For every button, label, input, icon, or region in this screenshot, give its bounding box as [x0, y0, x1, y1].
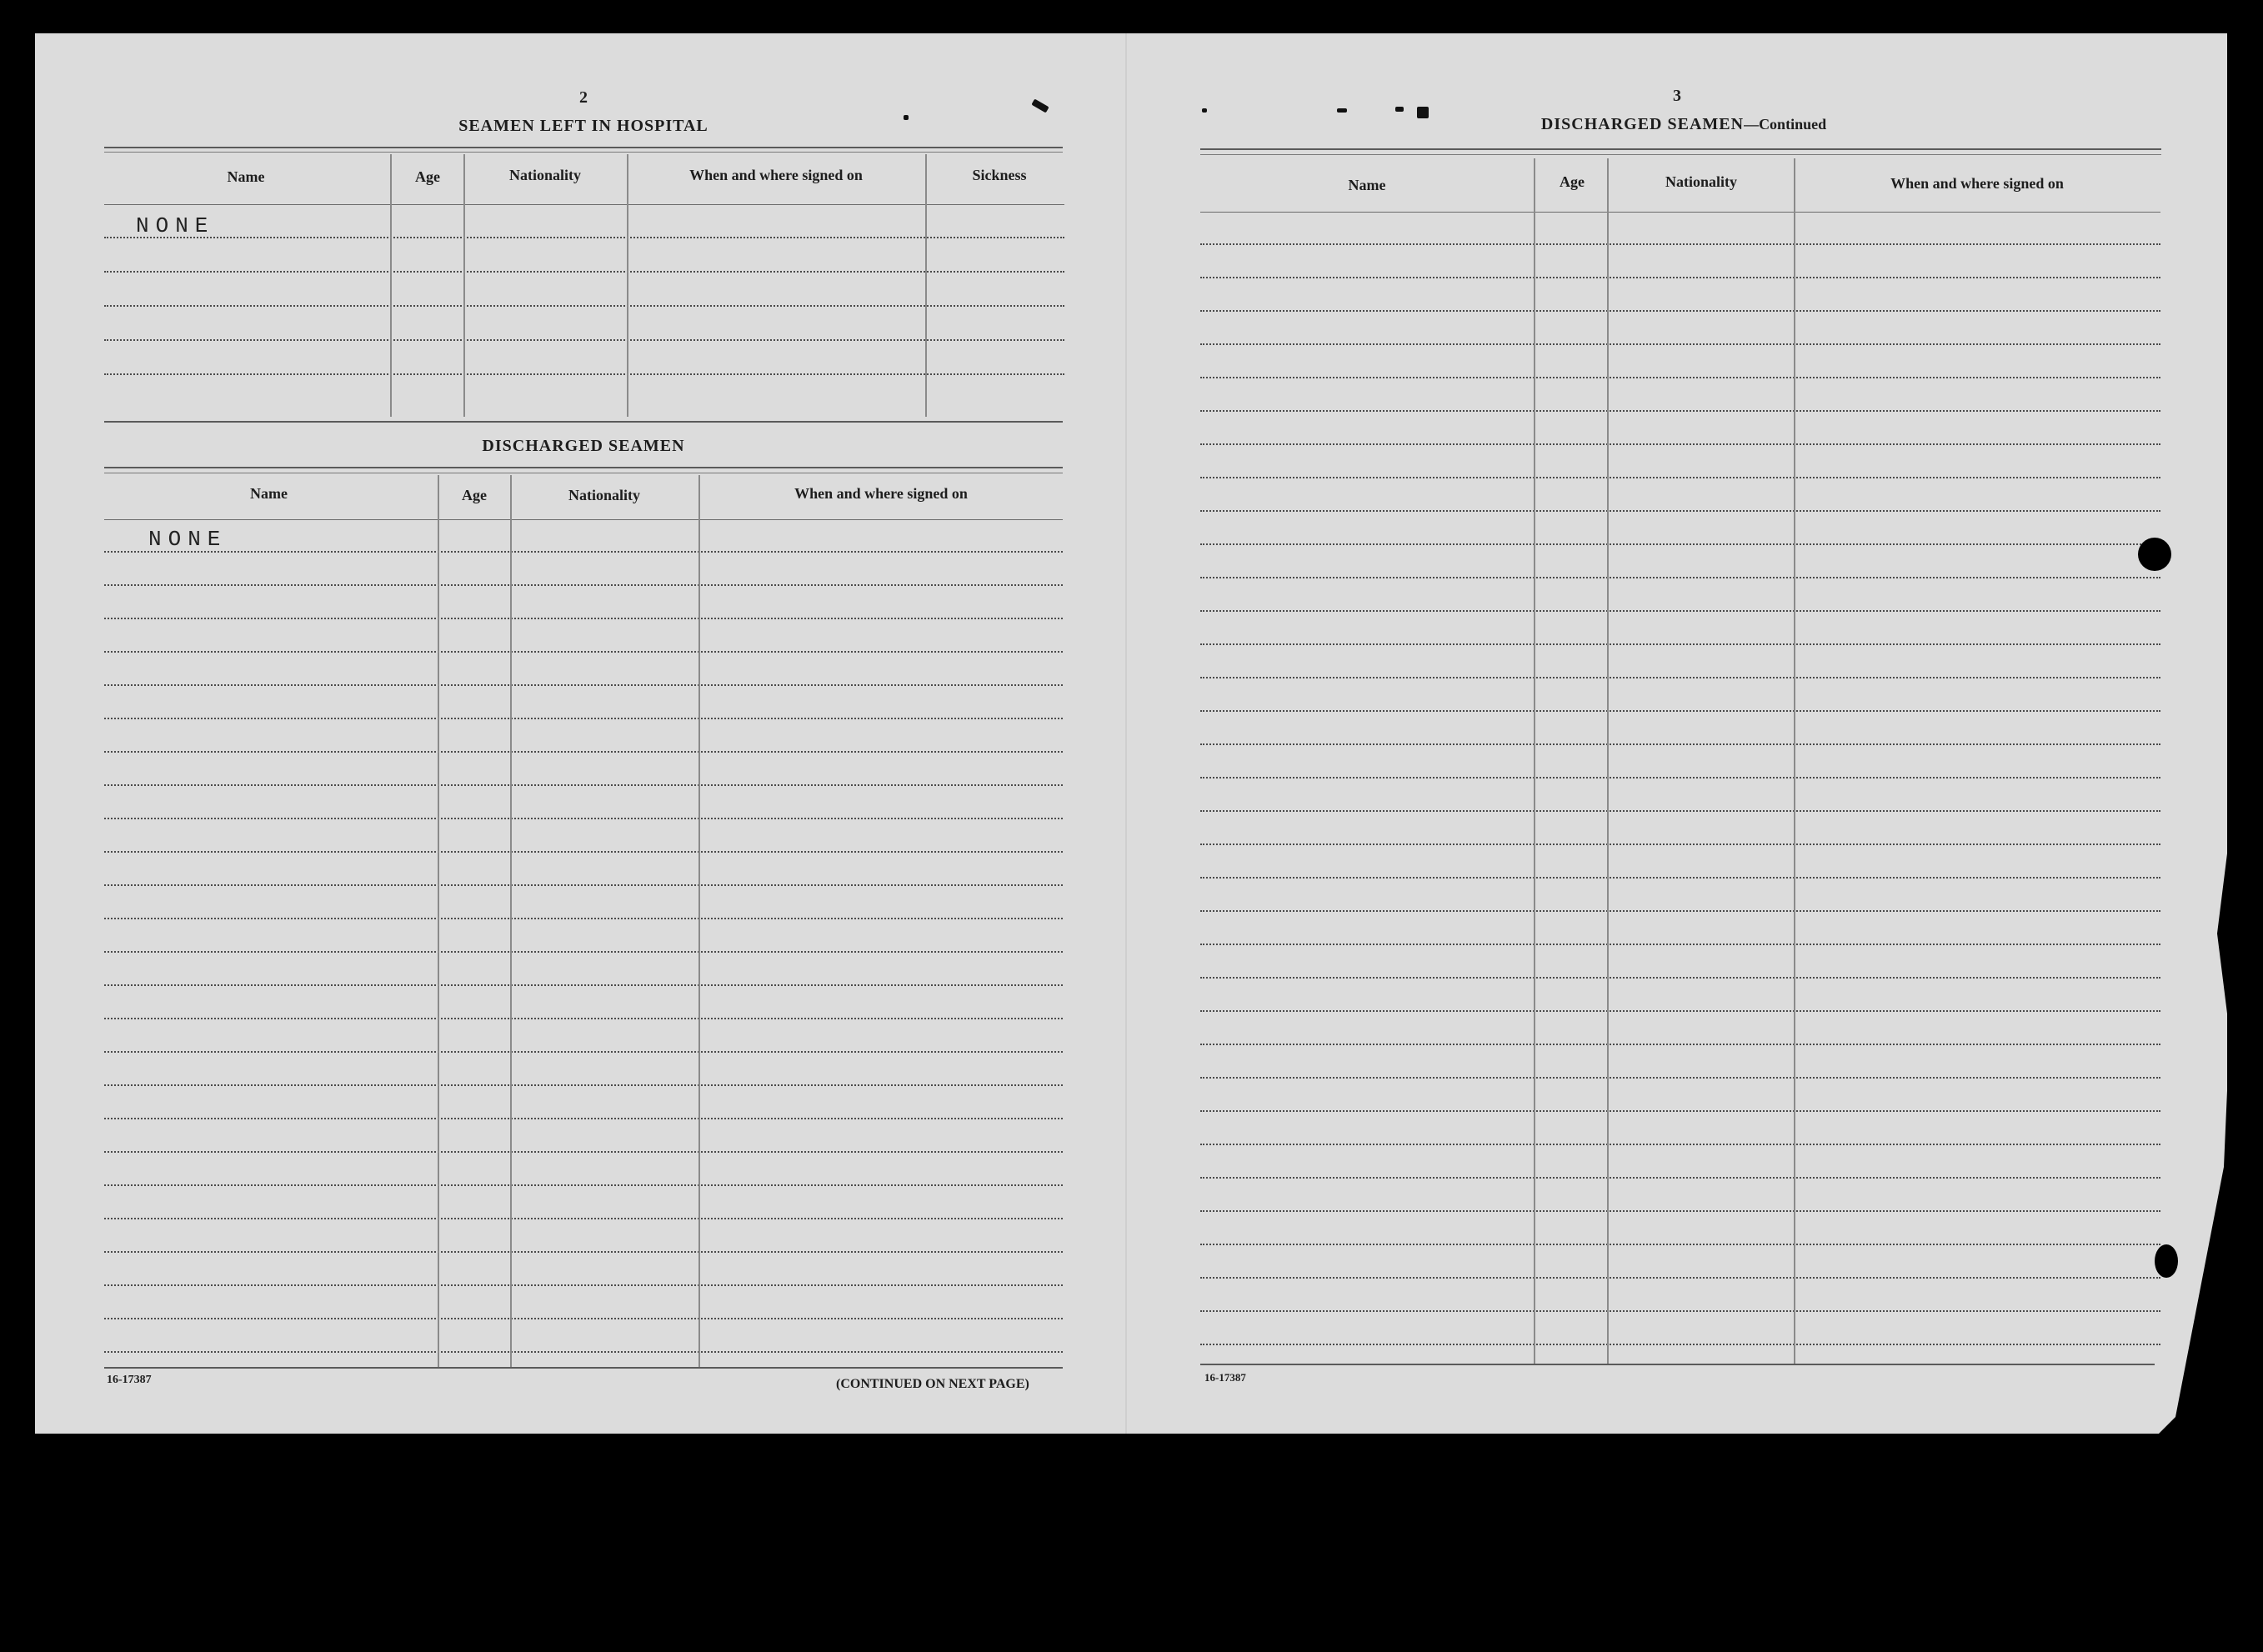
page-number: 3: [1673, 87, 1681, 105]
col-header-signed-on: When and where signed on: [689, 167, 863, 183]
ruled-row-line: [104, 1284, 1063, 1286]
ruled-row-line: [1200, 377, 2160, 378]
ruled-row-line: [104, 237, 1064, 238]
ruled-row-line: [1200, 1310, 2160, 1312]
punch-hole: [2138, 538, 2171, 571]
ruled-row-line: [104, 305, 1064, 307]
header-underline: [104, 204, 1064, 205]
ruled-row-line: [104, 271, 1064, 273]
ink-spot: [1337, 108, 1347, 113]
rule: [104, 1367, 1063, 1369]
column-divider: [1794, 158, 1795, 1364]
col-header-signed-on: When and where signed on: [794, 485, 968, 502]
column-divider: [925, 154, 927, 417]
col-header-nationality: Nationality: [508, 167, 581, 183]
rule: [104, 467, 1063, 468]
column-divider: [438, 475, 439, 1367]
ruled-row-line: [1200, 543, 2160, 545]
ruled-row-line: [1200, 1244, 2160, 1245]
ruled-row-line: [104, 851, 1063, 853]
ruled-row-line: [1200, 1077, 2160, 1079]
ruled-row-line: [104, 339, 1064, 341]
ruled-row-line: [104, 718, 1063, 719]
ruled-row-line: [104, 984, 1063, 986]
ruled-row-line: [104, 784, 1063, 786]
ruled-row-line: [104, 373, 1064, 375]
ruled-row-line: [1200, 610, 2160, 612]
col-header-name: Name: [227, 168, 265, 185]
title-text: DISCHARGED SEAMEN: [1540, 115, 1745, 133]
ruled-row-line: [104, 1118, 1063, 1119]
ruled-row-line: [1200, 777, 2160, 778]
col-header-nationality: Nationality: [1665, 173, 1737, 190]
rule: [1200, 1364, 2155, 1365]
col-header-sickness: Sickness: [972, 167, 1027, 183]
ruled-row-line: [1200, 277, 2160, 278]
column-divider: [698, 475, 700, 1367]
ruled-row-line: [1200, 743, 2160, 745]
discharged-section-title: DISCHARGED SEAMEN: [482, 437, 685, 455]
column-divider: [510, 475, 512, 1367]
column-divider: [463, 154, 465, 417]
ruled-row-line: [1200, 944, 2160, 945]
column-divider: [1607, 158, 1609, 1364]
ruled-row-line: [104, 1318, 1063, 1319]
ruled-row-line: [1200, 677, 2160, 678]
col-header-name: Name: [1348, 177, 1386, 193]
ruled-row-line: [1200, 1144, 2160, 1145]
rule: [1200, 154, 2161, 155]
ruled-row-line: [104, 1051, 1063, 1053]
punch-hole: [2155, 1244, 2178, 1278]
ruled-row-line: [104, 1184, 1063, 1186]
ruled-row-line: [104, 651, 1063, 653]
column-divider: [1534, 158, 1535, 1364]
ruled-row-line: [104, 751, 1063, 753]
ruled-row-line: [1200, 310, 2160, 312]
col-header-name: Name: [250, 485, 288, 502]
ruled-row-line: [104, 1218, 1063, 1219]
ruled-row-line: [1200, 1177, 2160, 1179]
discharged-entry: NONE: [148, 527, 228, 552]
ruled-row-line: [1200, 1044, 2160, 1045]
ruled-row-line: [104, 1084, 1063, 1086]
ruled-row-line: [104, 584, 1063, 586]
ruled-row-line: [1200, 1344, 2160, 1345]
col-header-nationality: Nationality: [568, 487, 640, 503]
ink-spot: [904, 115, 909, 120]
rule: [104, 147, 1063, 148]
ruled-row-line: [1200, 1277, 2160, 1279]
col-header-signed-on: When and where signed on: [1890, 175, 2064, 192]
page-gutter: [1125, 33, 1127, 1434]
ruled-row-line: [1200, 477, 2160, 478]
column-divider: [627, 154, 628, 417]
col-header-age: Age: [415, 168, 440, 185]
discharged-continued-title: [1450, 115, 1917, 134]
ruled-row-line: [1200, 1210, 2160, 1212]
ruled-row-line: [104, 818, 1063, 819]
rule: [1200, 148, 2161, 150]
ruled-row-line: [1200, 977, 2160, 979]
hospital-entry: NONE: [136, 213, 215, 238]
ruled-row-line: [104, 951, 1063, 953]
ruled-row-line: [1200, 577, 2160, 578]
torn-edge: [2150, 834, 2263, 1442]
ruled-row-line: [1200, 844, 2160, 845]
page-number: 2: [579, 88, 588, 107]
form-number: 16-17387: [107, 1374, 152, 1386]
ruled-row-line: [104, 1151, 1063, 1153]
ruled-row-line: [1200, 643, 2160, 645]
ruled-row-line: [1200, 710, 2160, 712]
ruled-row-line: [1200, 877, 2160, 879]
col-header-age: Age: [1560, 173, 1585, 190]
ruled-row-line: [1200, 1010, 2160, 1012]
continued-note: (CONTINUED ON NEXT PAGE): [836, 1377, 1029, 1391]
ruled-row-line: [104, 1251, 1063, 1253]
ink-spot: [1202, 108, 1207, 113]
ruled-row-line: [104, 1351, 1063, 1353]
ruled-row-line: [104, 1018, 1063, 1019]
ruled-row-line: [1200, 510, 2160, 512]
ink-spot: [1417, 107, 1429, 118]
ruled-row-line: [104, 684, 1063, 686]
ruled-row-line: [1200, 810, 2160, 812]
ruled-row-line: [1200, 243, 2160, 245]
ruled-row-line: [1200, 410, 2160, 412]
col-header-age: Age: [462, 487, 487, 503]
ruled-row-line: [1200, 443, 2160, 445]
ruled-row-line: [1200, 343, 2160, 345]
ruled-row-line: [104, 884, 1063, 886]
form-number: 16-17387: [1204, 1371, 1246, 1384]
ruled-row-line: [1200, 1110, 2160, 1112]
rule: [104, 421, 1063, 423]
ruled-row-line: [104, 551, 1063, 553]
ruled-row-line: [1200, 910, 2160, 912]
header-underline: [1200, 212, 2160, 213]
title-suffix: —Continued: [1744, 116, 1827, 133]
hospital-section-title: SEAMEN LEFT IN HOSPITAL: [458, 117, 708, 135]
ruled-row-line: [104, 618, 1063, 619]
rule: [104, 152, 1063, 153]
ink-spot: [1395, 107, 1404, 112]
header-underline: [104, 519, 1063, 520]
column-divider: [390, 154, 392, 417]
ruled-row-line: [104, 918, 1063, 919]
